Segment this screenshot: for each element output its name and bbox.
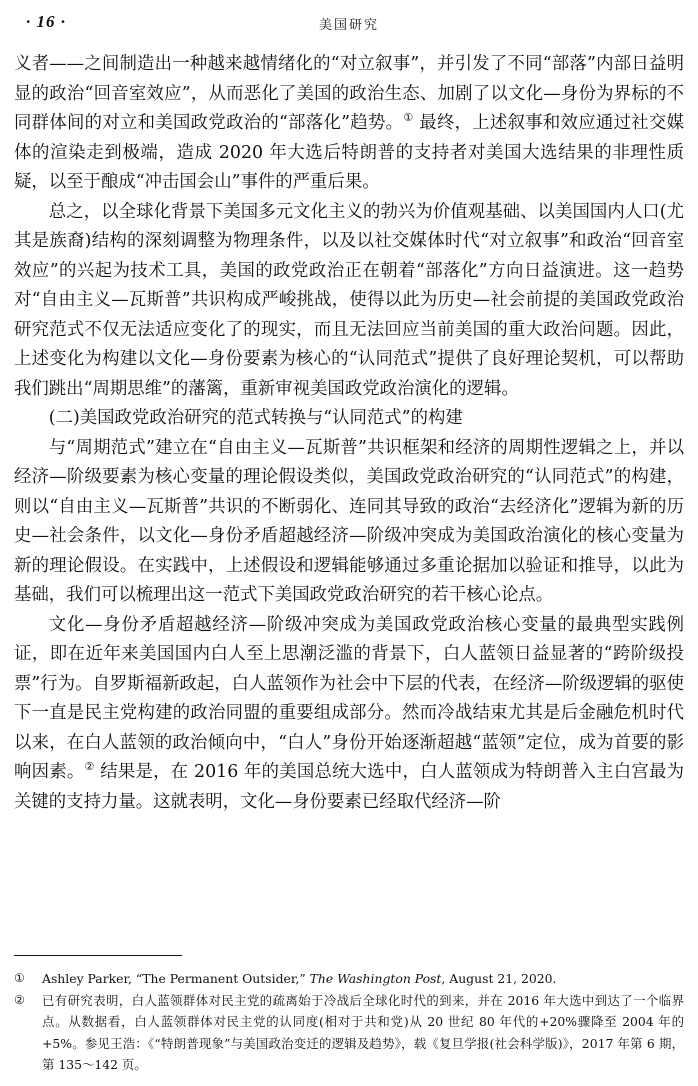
footnote-2-text: 已有研究表明，白人蓝领群体对民主党的疏离始于冷战后全球化时代的到来，并在 2016 年大选中到达了一个临界点。从数据看，白人蓝领群体对民主党的认同度(相对于共和党)从 20 世纪 80 年代的+20%骤降至 2004 年的+5%。参见王浩：《“特朗普现象”与美国政治变迁的逻辑及趋势》，载《复旦学报(社会科学版)》，2017 年第 6 期，第 135～142 页。 [42, 992, 684, 1072]
page-header [0, 6, 698, 36]
footnote-1-text [42, 968, 684, 990]
paragraph-2: 总之，以全球化背景下美国多元文化主义的勃兴为价值观基础、以美国国内人口(尤其是族裔)结构的深刻调整为物理条件，以及以社交媒体时代“对立叙事”和政治“回音室效应”的兴起为技术工具，美国的政党政治正在朝着“部落化”方向日益演进。这一趋势对“自由主义—瓦斯普”共识构成严峻挑战，使得以此为历史—社会前提的美国政党政治研究范式不仅无法适应变化了的现实，而且无法回应当前美国的重大政治问题。因此，上述变化为构建以文化—身份要素为核心的“认同范式”提供了良好理论契机，可以帮助我们跳出“周期思维”的藩篱，重新审视美国政党政治演化的逻辑。 [14, 201, 684, 399]
paragraph-1-text-a: 义者——之间制造出一种越来越情绪化的“对立叙事”，并引发了不同“部落”内部日益明显的政治“回音室效应”，从而恶化了美国的政治生态、加剧了以文化—身份为界标的不同群体间的对立和美国政党政治的“部落化”趋势。 [14, 54, 684, 133]
running-title: 美国研究 [318, 18, 379, 33]
footnote-1-mark: ① [14, 971, 25, 985]
footnote-2-mark: ② [14, 992, 25, 1007]
footnote-ref-1[interactable]: ① [403, 111, 414, 125]
footnotes [14, 968, 684, 1076]
page-number: · 16 · [26, 12, 66, 31]
footnote-ref-2[interactable]: ② [84, 760, 95, 774]
paragraph-1 [14, 50, 684, 198]
footnote-divider [14, 955, 182, 956]
paragraph-4 [14, 611, 684, 818]
footnote-1 [14, 968, 684, 990]
footnote-1-author: Ashley Parker, “The Permanent Outsider,” [42, 971, 310, 986]
paragraph-1-text-b: 最终，上述叙事和效应通过社交媒体的渲染走到极端，造成 2020 年大选后特朗普的支持者对美国大选结果的非理性质疑，以至于酿成“冲击国会山”事件的严重后果。 [14, 113, 684, 192]
section-heading: (二)美国政党政治研究的范式转换与“认同范式”的构建 [48, 408, 463, 428]
footnote-2 [14, 990, 684, 1076]
footnote-1-publication: The Washington Post [309, 971, 442, 986]
body-text [14, 50, 684, 817]
footnote-1-date: , August 21, 2020. [441, 971, 557, 986]
paragraph-3: 与“周期范式”建立在“自由主义—瓦斯普”共识框架和经济的周期性逻辑之上，并以经济—阶级要素为核心变量的理论假设类似，美国政党政治研究的“认同范式”的构建，则以“自由主义—瓦斯普”共识的不断弱化、连同其导致的政治“去经济化”逻辑为新的历史—社会条件，以文化—身份矛盾超越经济—阶级冲突成为美国政治演化的核心变量为新的理论假设。在实践中，上述假设和逻辑能够通过多重论据加以验证和推导，以此为基础，我们可以梳理出这一范式下美国政党政治研究的若干核心论点。 [14, 437, 684, 605]
paragraph-4-text-b: 结果是，在 2016 年的美国总统大选中，白人蓝领成为特朗普入主白宫最为关键的支持力量。这就表明，文化—身份要素已经取代经济—阶 [14, 762, 684, 812]
paragraph-4-text-a: 文化—身份矛盾超越经济—阶级冲突成为美国政党政治核心变量的最典型实践例证，即在近年来美国国内白人至上思潮泛滥的背景下，白人蓝领日益显著的“跨阶级投票”行为。自罗斯福新政起，白人蓝领作为社会中下层的代表，在经济—阶级逻辑的驱使下一直是民主党构建的政治同盟的重要组成部分。然而冷战结束尤其是后金融危机时代以来，在白人蓝领的政治倾向中，“白人”身份开始逐渐超越“蓝领”定位，成为首要的影响因素。 [14, 614, 684, 782]
